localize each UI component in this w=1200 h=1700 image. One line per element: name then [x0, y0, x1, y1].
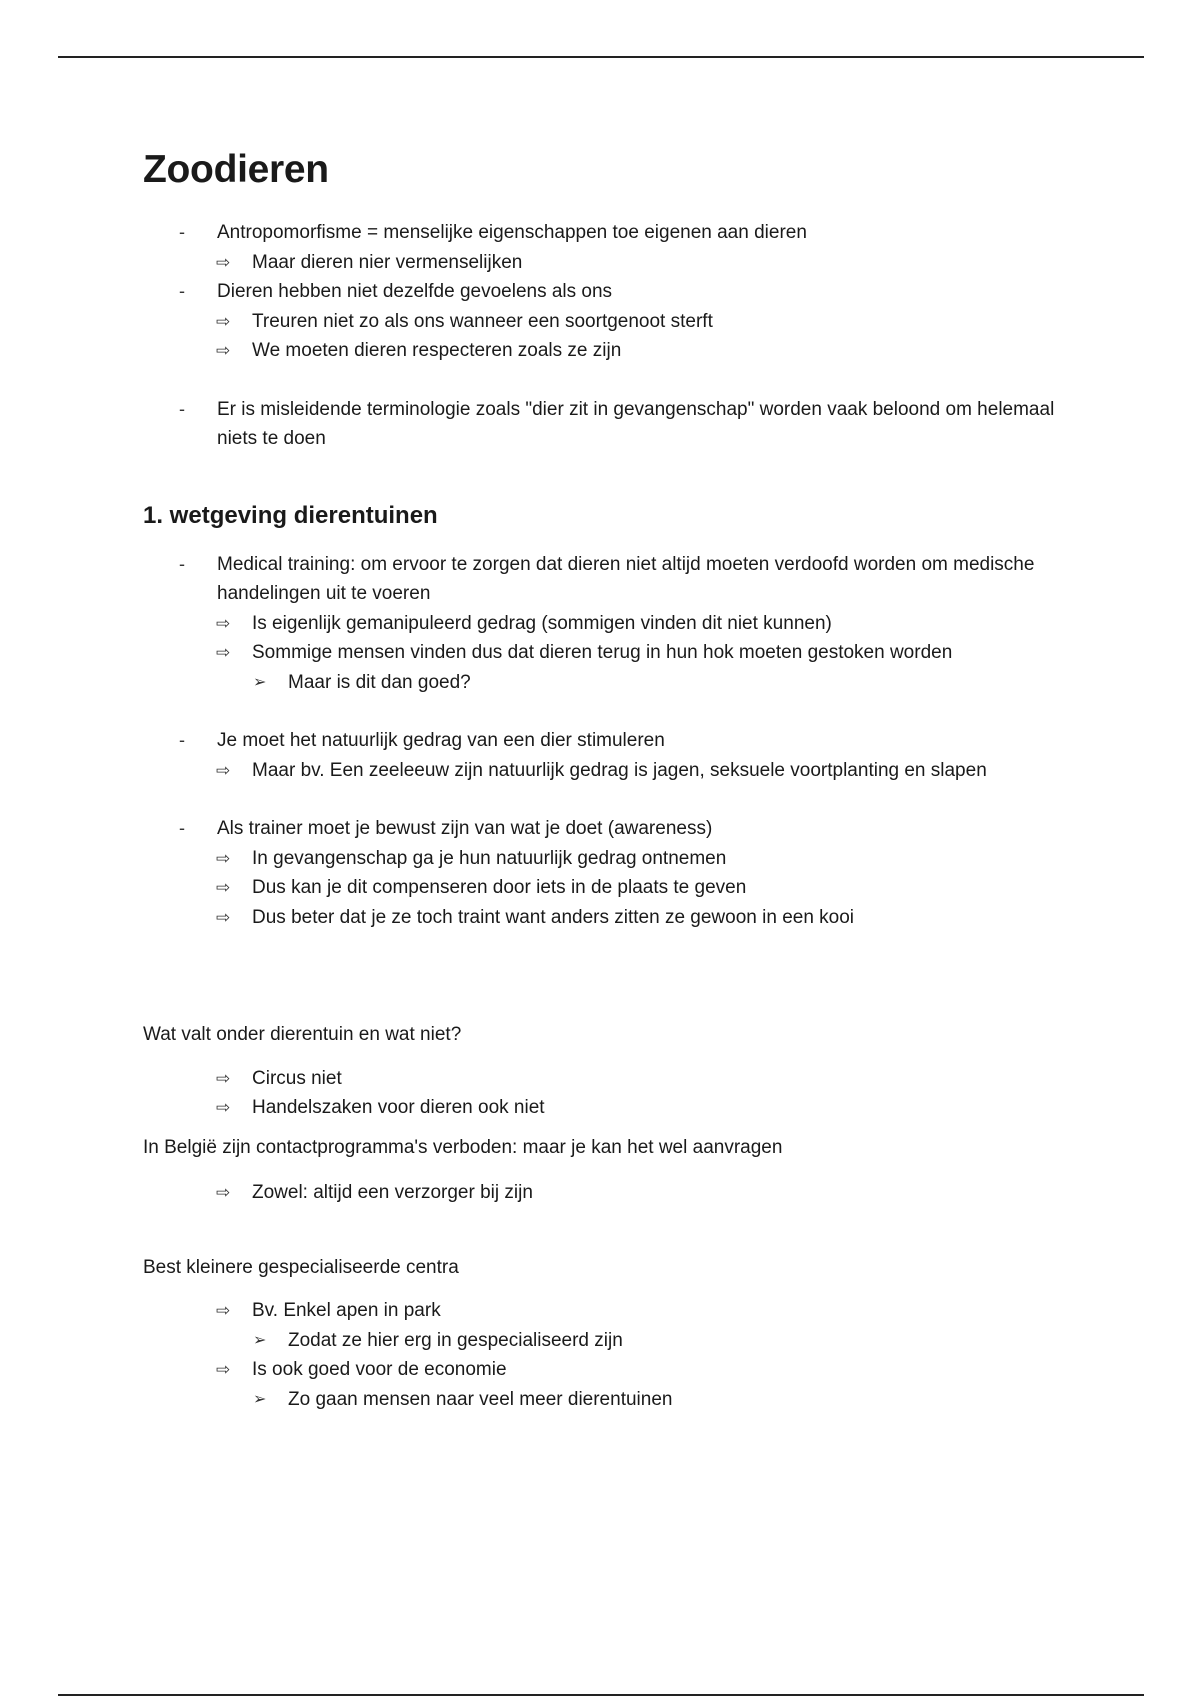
arrow-item: ⇨ Treuren niet zo als ons wanneer een soortgenoot sterft	[143, 307, 1103, 337]
bullet-item: - Je moet het natuurlijk gedrag van een dier stimuleren	[143, 726, 1103, 756]
arrow-item: ⇨ Handelszaken voor dieren ook niet	[143, 1093, 1103, 1123]
arrow-right-icon: ⇨	[216, 341, 231, 360]
chevron-right-icon: ➢	[253, 673, 267, 691]
arrow-item: ⇨ Zowel: altijd een verzorger bij zijn	[143, 1178, 1103, 1208]
paragraph: In België zijn contactprogramma's verboden: maar je kan het wel aanvragen	[143, 1136, 783, 1158]
arrow-right-icon: ⇨	[216, 1098, 231, 1117]
arrow-item: ⇨ Is eigenlijk gemanipuleerd gedrag (sommigen vinden dit niet kunnen)	[143, 609, 1103, 639]
bullet-item: - Als trainer moet je bewust zijn van wat je doet (awareness)	[143, 814, 1103, 844]
bottom-rule	[58, 1694, 1144, 1696]
bullet-item: - Er is misleidende terminologie zoals "dier zit in gevangenschap" worden vaak beloond om helemaal niets te doen	[143, 395, 1103, 454]
chevron-item: ➢ Zodat ze hier erg in gespecialiseerd zijn	[143, 1326, 1103, 1356]
paragraph: Best kleinere gespecialiseerde centra	[143, 1256, 459, 1278]
arrow-right-icon: ⇨	[216, 848, 231, 868]
dash-icon: -	[179, 398, 185, 419]
arrow-right-icon: ⇨	[216, 760, 231, 780]
chevron-right-icon: ➢	[253, 1390, 267, 1408]
arrow-right-icon: ⇨	[216, 252, 231, 272]
chevron-item: ➢ Maar is dit dan goed?	[143, 668, 1103, 698]
bullet-item: - Antropomorfisme = menselijke eigenschappen toe eigenen aan dieren	[143, 218, 1103, 248]
chevron-item: ➢ Zo gaan mensen naar veel meer dierentuinen	[143, 1385, 1103, 1415]
paragraph: Wat valt onder dierentuin en wat niet?	[143, 1024, 462, 1045]
page-title: Zoodieren	[143, 148, 329, 191]
arrow-item: ⇨ We moeten dieren respecteren zoals ze zijn	[143, 336, 1103, 366]
chevron-right-icon: ➢	[253, 1331, 267, 1349]
arrow-right-icon: ⇨	[216, 643, 231, 662]
arrow-right-icon: ⇨	[216, 311, 231, 331]
arrow-item: ⇨ Dus beter dat je ze toch traint want anders zitten ze gewoon in een kooi	[143, 903, 1103, 933]
arrow-right-icon: ⇨	[216, 878, 231, 897]
arrow-item: ⇨ Circus niet	[143, 1064, 1103, 1094]
arrow-right-icon: ⇨	[216, 907, 231, 927]
dash-icon: -	[179, 730, 185, 750]
dash-icon: -	[179, 222, 185, 242]
arrow-right-icon: ⇨	[216, 1360, 231, 1379]
arrow-right-icon: ⇨	[216, 1068, 231, 1088]
arrow-item: ⇨ Sommige mensen vinden dus dat dieren terug in hun hok moeten gestoken worden	[143, 638, 1103, 668]
arrow-item: ⇨ Is ook goed voor de economie	[143, 1355, 1103, 1385]
top-rule	[58, 56, 1144, 58]
dash-icon: -	[179, 818, 185, 838]
dash-icon: -	[179, 553, 185, 574]
bullet-item: - Medical training: om ervoor te zorgen dat dieren niet altijd moeten verdoofd worden om medische handelingen uit te voeren	[143, 550, 1103, 609]
document-body	[143, 146, 1103, 1414]
dash-icon: -	[179, 281, 185, 301]
arrow-right-icon: ⇨	[216, 613, 231, 633]
arrow-right-icon: ⇨	[216, 1301, 231, 1320]
bullet-item: - Dieren hebben niet dezelfde gevoelens als ons	[143, 277, 1103, 307]
arrow-item: ⇨ Maar dieren nier vermenselijken	[143, 248, 1103, 278]
arrow-item: ⇨ Maar bv. Een zeeleeuw zijn natuurlijk gedrag is jagen, seksuele voortplanting en slapen	[143, 756, 1103, 786]
arrow-item: ⇨ Dus kan je dit compenseren door iets in de plaats te geven	[143, 873, 1103, 903]
arrow-right-icon: ⇨	[216, 1183, 231, 1202]
arrow-item: ⇨ Bv. Enkel apen in park	[143, 1296, 1103, 1326]
section-heading: 1. wetgeving dierentuinen	[143, 501, 438, 529]
arrow-item: ⇨ In gevangenschap ga je hun natuurlijk gedrag ontnemen	[143, 844, 1103, 874]
